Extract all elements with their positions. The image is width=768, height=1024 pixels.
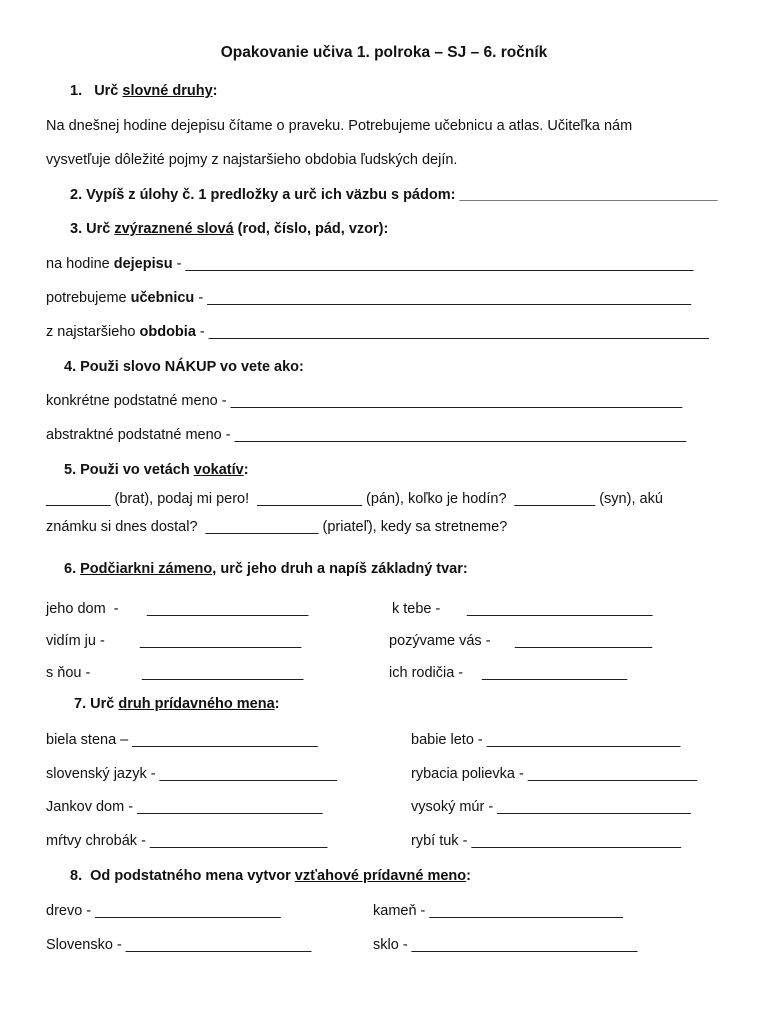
answer-blank[interactable]: _______________________ [132,732,318,748]
answer-blank[interactable]: _____________________ [527,766,698,782]
task-6-right-label: k tebe - [392,601,441,617]
answer-blank[interactable]: ________________________ [486,732,681,748]
task-3-row [46,255,694,273]
answer-blank[interactable]: ____________________ [142,665,304,681]
task-7-right [411,731,680,749]
task-5-line[interactable]: ________ (brat), podaj mi pero! _____________ (pán), koľko je hodín? __________ (syn), akú [46,491,663,507]
row-text: potrebujeme [46,290,131,306]
answer-blank[interactable]: ____________________________ [411,937,638,953]
row-text: Slovensko - [46,937,126,953]
task-3-heading [70,220,388,238]
task-text: 5. Použi vo vetách [64,462,194,478]
task-6-heading [64,560,468,578]
task-7-left [46,765,337,783]
task-underlined: Podčiarkni zámeno [80,561,213,577]
answer-blank[interactable]: ________________________________________________________ [234,427,687,443]
task-6-left-label: s ňou - [46,665,91,681]
answer-blank[interactable]: ______________________ [149,833,328,849]
task-4-row [46,426,686,444]
row-text: z najstaršieho [46,324,140,340]
task-4-heading: 4. Použi slovo NÁKUP vo vete ako: [64,359,304,375]
task-underlined: slovné druhy [122,83,213,99]
task-underlined: vokatív [193,462,244,478]
task-8-right [373,936,637,954]
task-number: 1. [70,83,83,99]
task-1-text-line: Na dnešnej hodine dejepisu čítame o praveku. Potrebujeme učebnicu a atlas. Učiteľka nám [46,118,633,134]
row-text: slovenský jazyk - [46,766,160,782]
row-text: Jankov dom - [46,799,138,815]
row-dash: - [172,256,186,272]
task-2-heading [70,186,718,204]
task-5-heading [64,461,249,479]
task-4-row [46,392,682,410]
row-bold-word: učebnicu [130,290,195,306]
task-text-end: , urč jeho druh a napíš základný tvar: [212,561,468,577]
task-7-right [411,798,691,816]
answer-blank[interactable]: __________________________ [471,833,682,849]
row-text: konkrétne podstatné meno - [46,393,231,409]
task-6-right-label: ich rodičia - [389,665,464,681]
task-8-left [46,936,311,954]
answer-blank[interactable]: _______________________________________________________________ [185,256,694,272]
task-text-end: (rod, číslo, pád, vzor): [233,221,389,237]
row-text: rybacia polievka - [411,766,528,782]
row-dash: - [195,324,209,340]
task-7-right [411,765,697,783]
row-text: kameň - [373,903,430,919]
task-1-heading [70,82,218,100]
answer-blank[interactable]: ____________________ [147,601,309,617]
row-text: babie leto - [411,732,487,748]
answer-blank[interactable]: ________________________ [497,799,691,815]
task-3-row [46,323,709,341]
task-6-left-label: vidím ju - [46,633,105,649]
page-title: Opakovanie učiva 1. polroka – SJ – 6. ročník [220,44,548,61]
row-text: na hodine [46,256,114,272]
task-5-line[interactable]: známku si dnes dostal? ______________ (priateľ), kedy sa stretneme? [46,519,508,535]
task-8-right [373,902,623,920]
task-7-left [46,731,318,749]
task-text: 7. Urč [74,696,119,712]
task-text: 6. [64,561,81,577]
row-bold-word: obdobia [139,324,196,340]
task-6-left-label: jeho dom - [46,601,119,617]
task-text-end: : [274,696,280,712]
task-text-end: : [212,83,218,99]
task-text-end: : [243,462,249,478]
answer-blank[interactable]: _______________________ [137,799,323,815]
row-text: vysoký múr - [411,799,498,815]
task-underlined: zvýraznené slová [114,221,234,237]
task-7-left [46,798,323,816]
task-1-text-line: vysvetľuje dôležité pojmy z najstaršieho obdobia ľudských dejín. [46,152,458,168]
task-6-right-label: pozývame vás - [389,633,491,649]
answer-blank[interactable]: ______________________________________________________________ [208,324,709,340]
answer-blank[interactable]: ____________________________________________________________ [207,290,692,306]
task-underlined: druh prídavného mena [118,696,275,712]
answer-blank[interactable]: _______________________ [95,903,281,919]
task-3-row [46,289,691,307]
answer-blank[interactable]: ____________________ [140,633,302,649]
row-bold-word: dejepisu [113,256,173,272]
task-8-left [46,902,281,920]
row-text: drevo - [46,903,96,919]
row-dash: - [194,290,208,306]
task-text: 3. Urč [70,221,115,237]
task-text: Urč [94,83,123,99]
answer-blank[interactable]: ______________________ [159,766,338,782]
answer-blank[interactable]: ________________________________________________________ [230,393,683,409]
task-text-end: : [466,868,471,884]
task-8-heading [70,867,471,885]
answer-blank[interactable]: ________________________________ [459,187,718,203]
task-text: 8. Od podstatného mena vytvor [70,868,295,884]
answer-blank[interactable]: _________________ [515,633,653,649]
task-7-heading [74,695,280,713]
task-underlined: vzťahové prídavné meno [294,868,467,884]
answer-blank[interactable]: _______________________ [467,601,653,617]
row-text: biela stena – [46,732,133,748]
task-text: 2. Vypíš z úlohy č. 1 predložky a urč ich väzbu s pádom: [70,187,460,203]
answer-blank[interactable]: ________________________ [429,903,623,919]
row-text: abstraktné podstatné meno - [46,427,235,443]
row-text: rybí tuk - [411,833,472,849]
task-7-right [411,832,681,850]
task-7-left [46,832,327,850]
answer-blank[interactable]: _______________________ [125,937,312,953]
row-text: sklo - [373,937,412,953]
answer-blank[interactable]: __________________ [482,665,628,681]
row-text: mŕtvy chrobák - [46,833,150,849]
